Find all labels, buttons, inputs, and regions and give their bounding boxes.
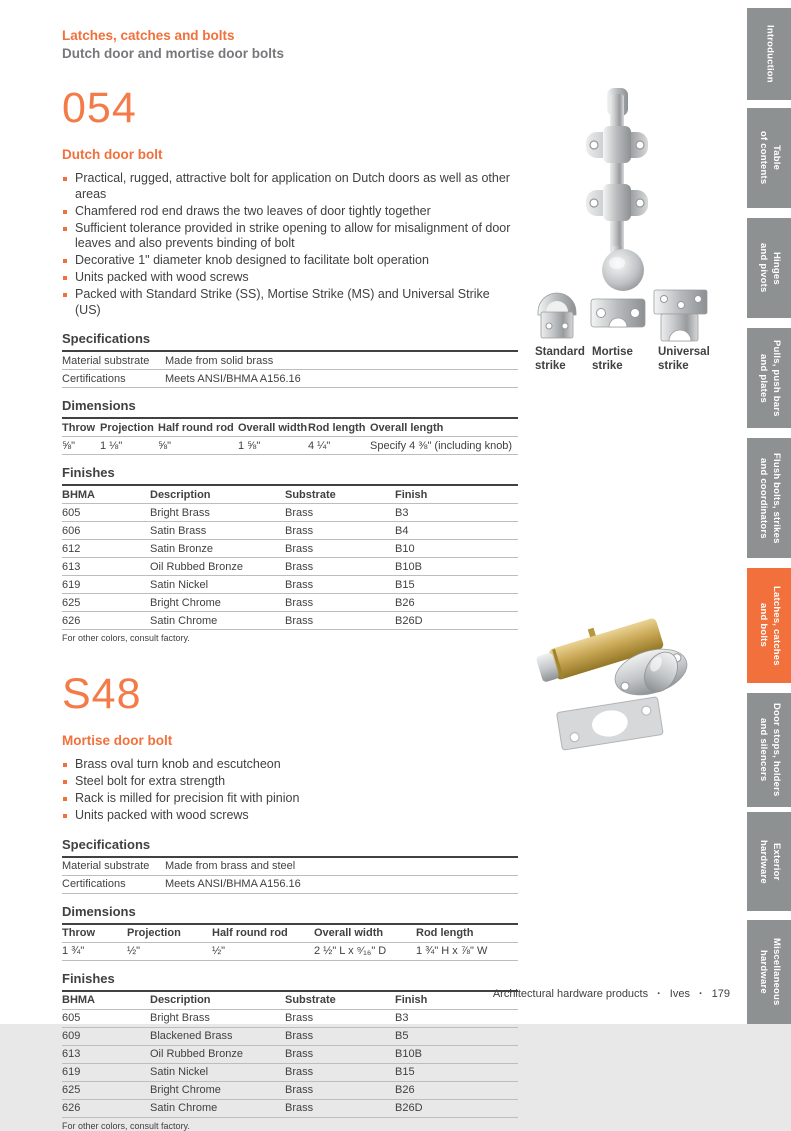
finishes-cell: B5 [395,1027,518,1045]
dimension-value: 1 ¾" H x ⅞" W [416,942,518,960]
tab-label: and pivots [758,243,769,293]
finishes-heading: Finishes [62,465,518,486]
dimension-value: 4 ¼" [308,437,370,455]
finishes-section [62,465,518,643]
spec-label: Material substrate [62,858,165,876]
finishes-cell: 613 [62,558,150,576]
finishes-header-row [62,992,518,1010]
tab-label: hardware [758,950,769,994]
finishes-row [62,1081,518,1099]
spec-label: Certifications [62,875,165,893]
specifications-table [62,858,518,894]
page-subtitle: Dutch door and mortise door bolts [62,46,284,61]
dimensions-header-row [62,419,518,437]
finishes-footnote: For other colors, consult factory. [62,633,190,643]
finishes-cell: Satin Chrome [150,1099,285,1117]
finishes-row [62,1009,518,1027]
finishes-cell: B26D [395,1099,518,1117]
spec-value: Meets ANSI/BHMA A156.16 [165,370,518,388]
finishes-column: BHMA [62,992,150,1010]
finishes-cell: 613 [62,1045,150,1063]
finishes-cell: Brass [285,540,395,558]
finishes-row [62,1063,518,1081]
standard-strike-photo [533,282,581,347]
finishes-cell: Oil Rubbed Bronze [150,1045,285,1063]
finishes-cell: Bright Brass [150,504,285,522]
dimension-column: Throw [62,419,100,437]
finishes-cell: 605 [62,1009,150,1027]
finishes-cell: 619 [62,576,150,594]
footer-page-number: 179 [711,988,730,1000]
spec-row [62,352,518,370]
finishes-cell: Brass [285,1045,395,1063]
dimension-value: 2 ½" L x ⁹⁄₁₆" D [314,942,416,960]
finishes-cell: Brass [285,594,395,612]
dimension-value: ½" [127,942,212,960]
tab-hinges-and-pivots[interactable] [747,218,791,318]
dimension-column: Half round rod [158,419,238,437]
universal-strike-photo [653,284,709,349]
finishes-column: Finish [395,486,518,504]
model-number: S48 [62,670,142,718]
finishes-row [62,540,518,558]
page-title: Latches, catches and bolts [62,28,235,43]
feature-item: Units packed with wood screws [62,808,518,824]
finishes-row [62,576,518,594]
feature-item: Brass oval turn knob and escutcheon [62,757,518,773]
product-section-s48 [62,670,518,1131]
footer-product-line: Architectural hardware products [492,988,649,1000]
finishes-cell: Bright Chrome [150,594,285,612]
tab-label: and silencers [758,718,769,782]
finishes-row [62,1027,518,1045]
product-name: Dutch door bolt [62,147,163,162]
strike-label: Standard strike [535,346,585,372]
finishes-row [62,1099,518,1117]
finishes-cell: B3 [395,1009,518,1027]
finishes-cell: 626 [62,1099,150,1117]
finishes-cell: 625 [62,1081,150,1099]
finishes-cell: 625 [62,594,150,612]
finishes-cell: 605 [62,504,150,522]
strike-label: Mortise strike [592,346,633,372]
finishes-cell: Satin Nickel [150,1063,285,1081]
feature-item: Practical, rugged, attractive bolt for application on Dutch doors as well as other areas [62,171,518,202]
tab-label: Pulls, push bars [770,339,782,417]
feature-item: Decorative 1" diameter knob designed to facilitate bolt operation [62,253,518,269]
specifications-heading: Specifications [62,331,518,352]
strike-label: Universal strike [658,346,710,372]
footer-separator: · [698,988,703,1000]
mortise-door-bolt-photo [533,592,713,759]
dimension-column: Throw [62,925,127,943]
finishes-column: Substrate [285,992,395,1010]
tab-label: Table [770,145,782,171]
dimension-value: ⅝" [158,437,238,455]
dimension-column: Overall width [314,925,416,943]
finishes-cell: B26D [395,612,518,630]
specifications-table [62,352,518,388]
finishes-cell: Brass [285,558,395,576]
finishes-cell: Satin Bronze [150,540,285,558]
finishes-cell: B10B [395,1045,518,1063]
dimension-value: ⅝" [62,437,100,455]
finishes-column: Finish [395,992,518,1010]
spec-value: Meets ANSI/BHMA A156.16 [165,875,518,893]
dimension-column: Projection [127,925,212,943]
dimension-value: ½" [212,942,314,960]
finishes-cell: B26 [395,594,518,612]
dimensions-table [62,925,518,961]
tab-exterior-hardware[interactable] [747,812,791,911]
product-section-054 [62,84,518,643]
finishes-header-row [62,486,518,504]
dimension-column: Rod length [308,419,370,437]
finishes-cell: 606 [62,522,150,540]
tab-label: of contents [758,131,769,185]
feature-item: Steel bolt for extra strength [62,774,518,790]
finishes-cell: B3 [395,504,518,522]
dimensions-section [62,904,518,961]
dimension-value: 1 ⅛" [100,437,158,455]
model-number: 054 [62,84,137,132]
finishes-cell: Satin Chrome [150,612,285,630]
dimensions-value-row [62,437,518,455]
spec-label: Certifications [62,370,165,388]
dimension-value: Specify 4 ⅜" (including knob) [370,437,518,455]
tab-latches-catches-and-bolts[interactable] [747,568,791,683]
tab-table-of-contents[interactable] [747,108,791,208]
finishes-cell: Brass [285,1009,395,1027]
finishes-cell: Brass [285,612,395,630]
finishes-cell: B15 [395,1063,518,1081]
tab-label: Latches, catches [770,585,782,666]
finishes-cell: B26 [395,1081,518,1099]
finishes-cell: B15 [395,576,518,594]
specifications-section [62,331,518,388]
tab-introduction[interactable] [747,8,791,100]
tab-miscellaneous-hardware[interactable] [747,920,791,1024]
finishes-cell: Brass [285,1099,395,1117]
finishes-column: Description [150,992,285,1010]
tab-flush-bolts-strikes-and-coordinators[interactable] [747,438,791,558]
finishes-cell: B10B [395,558,518,576]
page-footer [490,988,733,1000]
spec-row [62,370,518,388]
tab-label: Exterior [770,842,782,881]
dimensions-section [62,398,518,455]
tab-label: and bolts [758,603,769,648]
dimensions-value-row [62,942,518,960]
dimension-column: Half round rod [212,925,314,943]
finishes-column: Substrate [285,486,395,504]
specifications-section [62,837,518,894]
finishes-cell: Brass [285,1081,395,1099]
finishes-row [62,1045,518,1063]
footer-separator: · [657,988,661,1000]
finishes-row [62,558,518,576]
feature-item: Units packed with wood screws [62,270,518,286]
dimensions-table [62,419,518,455]
tab-label: hardware [758,839,769,884]
spec-label: Material substrate [62,352,165,370]
finishes-cell: Satin Nickel [150,576,285,594]
dimension-column: Overall width [238,419,308,437]
finishes-cell: Brass [285,522,395,540]
tab-door-stops-holders-and-silencers[interactable] [747,693,791,807]
dimension-column: Rod length [416,925,518,943]
finishes-section [62,971,518,1131]
dimension-value: 1 ⅝" [238,437,308,455]
dimensions-header-row [62,925,518,943]
dimension-column: Overall length [370,419,518,437]
tab-pulls-push-bars-and-plates[interactable] [747,328,791,428]
finishes-cell: Bright Brass [150,1009,285,1027]
finishes-row [62,594,518,612]
tab-label: Hinges [770,251,782,285]
main-content [62,28,518,1131]
finishes-footnote: For other colors, consult factory. [62,1120,190,1131]
finishes-cell: Brass [285,1063,395,1081]
dimension-value: 1 ¾" [62,942,127,960]
finishes-cell: Oil Rubbed Bronze [150,558,285,576]
feature-list [62,171,518,318]
finishes-cell: 619 [62,1063,150,1081]
footer-brand: Ives [669,988,690,1000]
finishes-cell: B10 [395,540,518,558]
tab-label: Door stops, holders [770,703,782,797]
finishes-cell: 626 [62,612,150,630]
tab-label: Miscellaneous [770,938,782,1006]
feature-item: Packed with Standard Strike (SS), Mortise Strike (MS) and Universal Strike (US) [62,287,518,318]
finishes-table [62,992,518,1118]
dimensions-heading: Dimensions [62,904,518,925]
finishes-cell: B4 [395,522,518,540]
finishes-row [62,612,518,630]
section-tab-sidebar [747,0,791,1024]
product-name: Mortise door bolt [62,733,173,748]
finishes-row [62,522,518,540]
finishes-cell: Brass [285,504,395,522]
dutch-door-bolt-photo [556,86,684,297]
spec-value: Made from brass and steel [165,858,518,876]
spec-row [62,875,518,893]
tab-label: and coordinators [758,457,769,539]
finishes-column: BHMA [62,486,150,504]
finishes-table [62,486,518,630]
finishes-row [62,504,518,522]
finishes-cell: 609 [62,1027,150,1045]
finishes-cell: Brass [285,1027,395,1045]
finishes-cell: Brass [285,576,395,594]
mortise-strike-photo [589,296,647,339]
finishes-cell: Bright Chrome [150,1081,285,1099]
tab-label: Flush bolts, strikes [770,452,782,544]
feature-item: Chamfered rod end draws the two leaves of door tightly together [62,204,518,220]
finishes-cell: 612 [62,540,150,558]
feature-item: Rack is milled for precision fit with pinion [62,791,518,807]
tab-label: Introduction [764,25,776,83]
finishes-heading: Finishes [62,971,518,992]
tab-label: and plates [758,353,769,403]
feature-item: Sufficient tolerance provided in strike opening to allow for misalignment of door leaves and also prevents binding of bolt [62,221,518,252]
feature-list [62,757,518,824]
dimension-column: Projection [100,419,158,437]
finishes-cell: Satin Brass [150,522,285,540]
finishes-cell: Blackened Brass [150,1027,285,1045]
spec-row [62,858,518,876]
finishes-column: Description [150,486,285,504]
specifications-heading: Specifications [62,837,518,858]
dimensions-heading: Dimensions [62,398,518,419]
spec-value: Made from solid brass [165,352,518,370]
